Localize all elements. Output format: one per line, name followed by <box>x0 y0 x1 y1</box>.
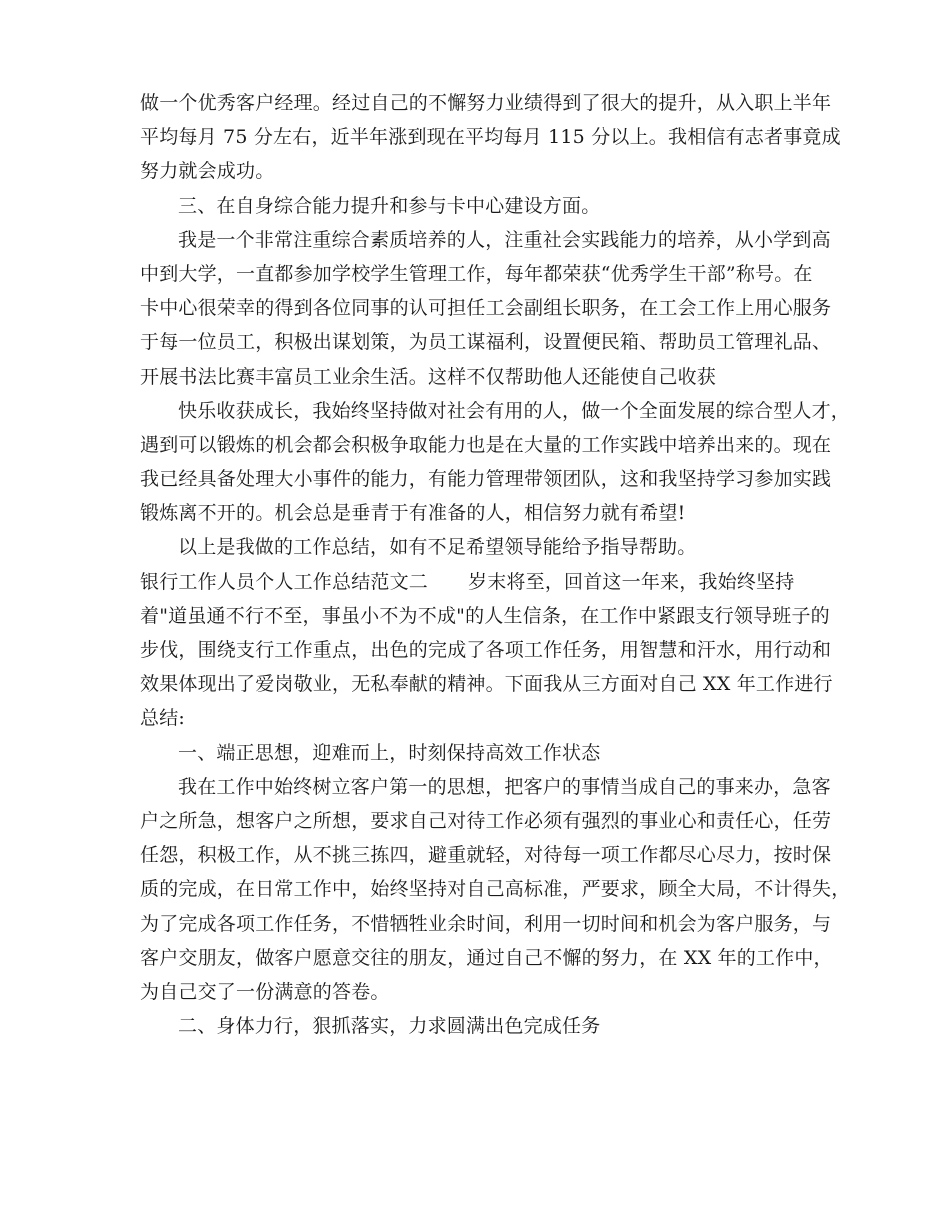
section-heading: 三、在自身综合能力提升和参与卡中心建设方面。 <box>178 194 601 217</box>
text-line: 任怨，积极工作，从不挑三拣四，避重就轻，对待每一项工作都尽心尽力，按时保 <box>140 844 832 867</box>
text-line: 做一个优秀客户经理。经过自己的不懈努力业绩得到了很大的提升，从入职上半年 <box>140 92 832 114</box>
text-line: 开展书法比赛丰富员工业余生活。这样不仅帮助他人还能使自己收获 <box>140 365 717 388</box>
text-line: 努力就会成功。 <box>140 160 275 183</box>
text-line: 为了完成各项工作任务，不惜牺牲业余时间，利用一切时间和机会为客户服务，与 <box>140 912 832 935</box>
section-heading: 二、身体力行，狠抓落实，力求圆满出色完成任务 <box>178 1015 601 1038</box>
text-line: 为自己交了一份满意的答卷。 <box>140 980 390 1003</box>
text-line: 中到大学，一直都参加学校学生管理工作，每年都荣获“优秀学生干部”称号。在 <box>140 262 813 285</box>
text-line: 客户交朋友，做客户愿意交往的朋友，通过自己不懈的努力，在 XX 年的工作中， <box>140 946 833 969</box>
text-line: 锻炼离不开的。机会总是垂青于有准备的人，相信努力就有希望! <box>140 502 686 525</box>
text-line: 于每一位员工，积极出谋划策，为员工谋福利，设置便民箱、帮助员工管理礼品、 <box>140 331 832 354</box>
text-line: 我是一个非常注重综合素质培养的人，注重社会实践能力的培养，从小学到高 <box>178 228 831 251</box>
text-line: 质的完成，在日常工作中，始终坚持对自己高标准，严要求，顾全大局，不计得失， <box>140 878 851 901</box>
document-body <box>140 86 851 1043</box>
text-line: 平均每月 75 分左右，近半年涨到现在平均每月 115 分以上。我相信有志者事竟成 <box>140 126 841 149</box>
document-title: 银行工作人员个人工作总结范文二 <box>140 570 429 593</box>
text-line: 遇到可以锻炼的机会都会积极争取能力也是在大量的工作实践中培养出来的。现在 <box>140 433 832 456</box>
text-line: 快乐收获成长，我始终坚持做对社会有用的人，做一个全面发展的综合型人才， <box>178 399 851 422</box>
text-line: 岁末将至，回首这一年来，我始终坚持 <box>468 570 795 593</box>
text-line: 步伐，围绕支行工作重点，出色的完成了各项工作任务，用智慧和汗水，用行动和 <box>140 639 832 661</box>
text-line: 总结: <box>140 707 186 730</box>
text-line: 着"道虽通不行不至，事虽小不为不成"的人生信条，在工作中紧跟支行领导班子的 <box>140 604 830 627</box>
text-line: 以上是我做的工作总结，如有不足希望领导能给予指导帮助。 <box>178 536 697 559</box>
section-heading: 一、端正思想，迎难而上，时刻保持高效工作状态 <box>178 741 601 764</box>
document-title-line <box>140 565 820 599</box>
text-line: 我在工作中始终树立客户第一的思想，把客户的事情当成自己的事来办，急客 <box>178 775 831 798</box>
text-line: 我已经具备处理大小事件的能力，有能力管理带领团队，这和我坚持学习参加实践 <box>140 468 832 491</box>
text-line: 效果体现出了爱岗敬业，无私奉献的精神。下面我从三方面对自己 XX 年工作进行 <box>140 673 833 696</box>
text-line: 卡中心很荣幸的得到各位同事的认可担任工会副组长职务，在工会工作上用心服务 <box>140 297 832 320</box>
text-line: 户之所急，想客户之所想，要求自己对待工作必须有强烈的事业心和责任心，任劳 <box>140 809 832 832</box>
